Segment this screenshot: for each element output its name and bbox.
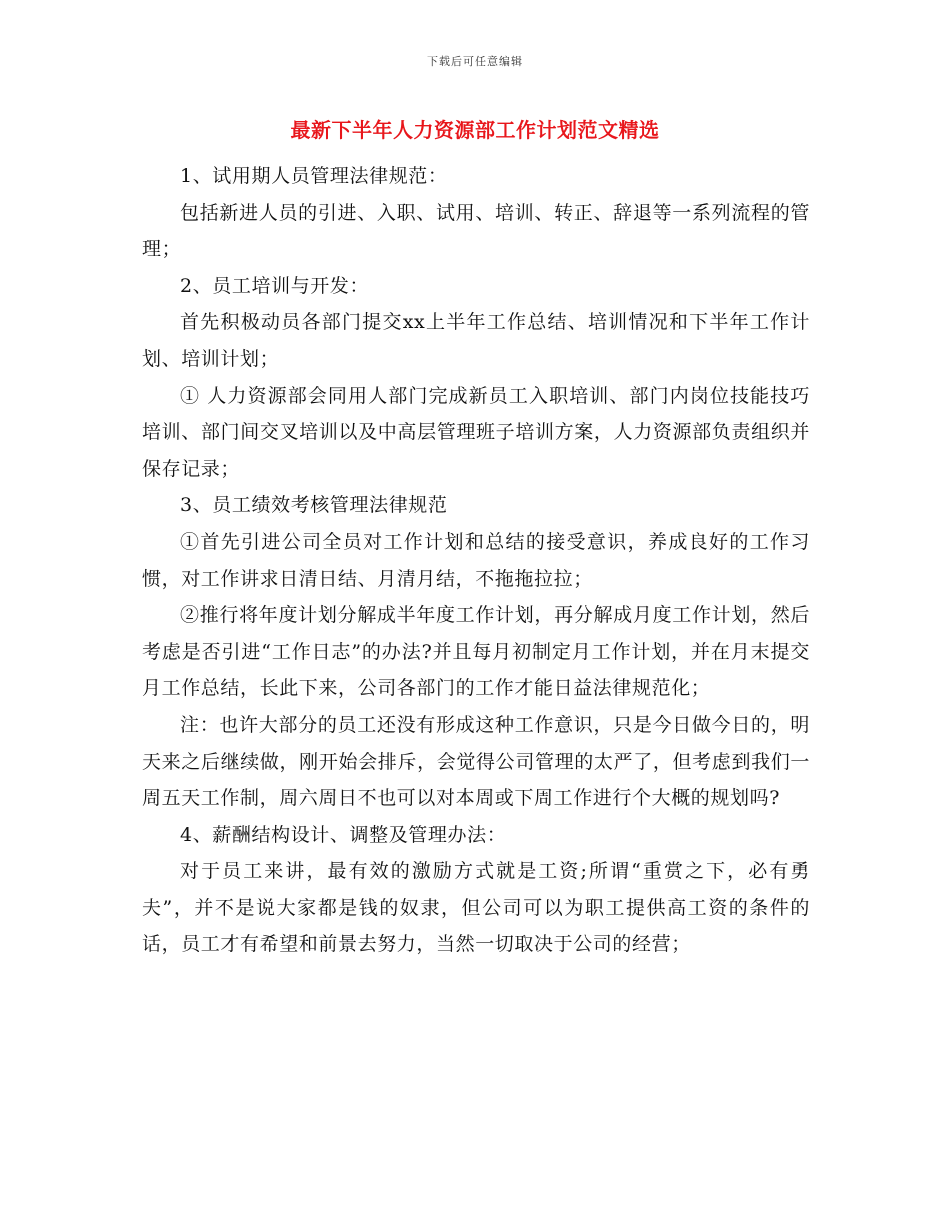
document-body — [142, 158, 810, 963]
body-paragraph: ②推行将年度计划分解成半年度工作计划，再分解成月度工作计划，然后考虑是否引进“工作日志”的办法?并且每月初制定月工作计划，并在月末提交月工作总结，长此下来，公司各部门的工作才能日益法律规范化； — [142, 604, 810, 700]
section-heading-2: 2、员工培训与开发： — [180, 274, 370, 297]
section-heading-4: 4、薪酬结构设计、调整及管理办法： — [180, 823, 507, 846]
section-heading-3: 3、员工绩效考核管理法律规范 — [180, 494, 448, 517]
body-paragraph: 对于员工来讲，最有效的激励方式就是工资;所谓“重赏之下，必有勇夫”，并不是说大家都是钱的奴隶，但公司可以为职工提供高工资的条件的话，员工才有希望和前景去努力，当然一切取决于公司的经营； — [142, 860, 810, 956]
body-paragraph: 首先积极动员各部门提交xx上半年工作总结、培训情况和下半年工作计划、培训计划； — [142, 311, 810, 370]
note-paragraph: 注：也许大部分的员工还没有形成这种工作意识，只是今日做今日的，明天来之后继续做，刚开始会排斥，会觉得公司管理的太严了，但考虑到我们一周五天工作制，周六周日不也可以对本周或下周工作进行个大概的规划吗? — [142, 713, 810, 810]
body-paragraph: 包括新进人员的引进、入职、试用、培训、转正、辞退等一系列流程的管理； — [142, 201, 810, 261]
document-title: 最新下半年人力资源部工作计划范文精选 — [290, 118, 660, 142]
body-paragraph: ①首先引进公司全员对工作计划和总结的接受意识，养成良好的工作习惯，对工作讲求日清日结、月清月结，不拖拖拉拉； — [142, 530, 810, 590]
section-heading-1: 1、试用期人员管理法律规范： — [180, 165, 448, 187]
header-note: 下载后可任意编辑 — [427, 55, 523, 68]
body-paragraph: ① 人力资源部会同用人部门完成新员工入职培训、部门内岗位技能技巧培训、部门间交叉培训以及中高层管理班子培训方案，人力资源部负责组织并保存记录； — [142, 384, 810, 480]
